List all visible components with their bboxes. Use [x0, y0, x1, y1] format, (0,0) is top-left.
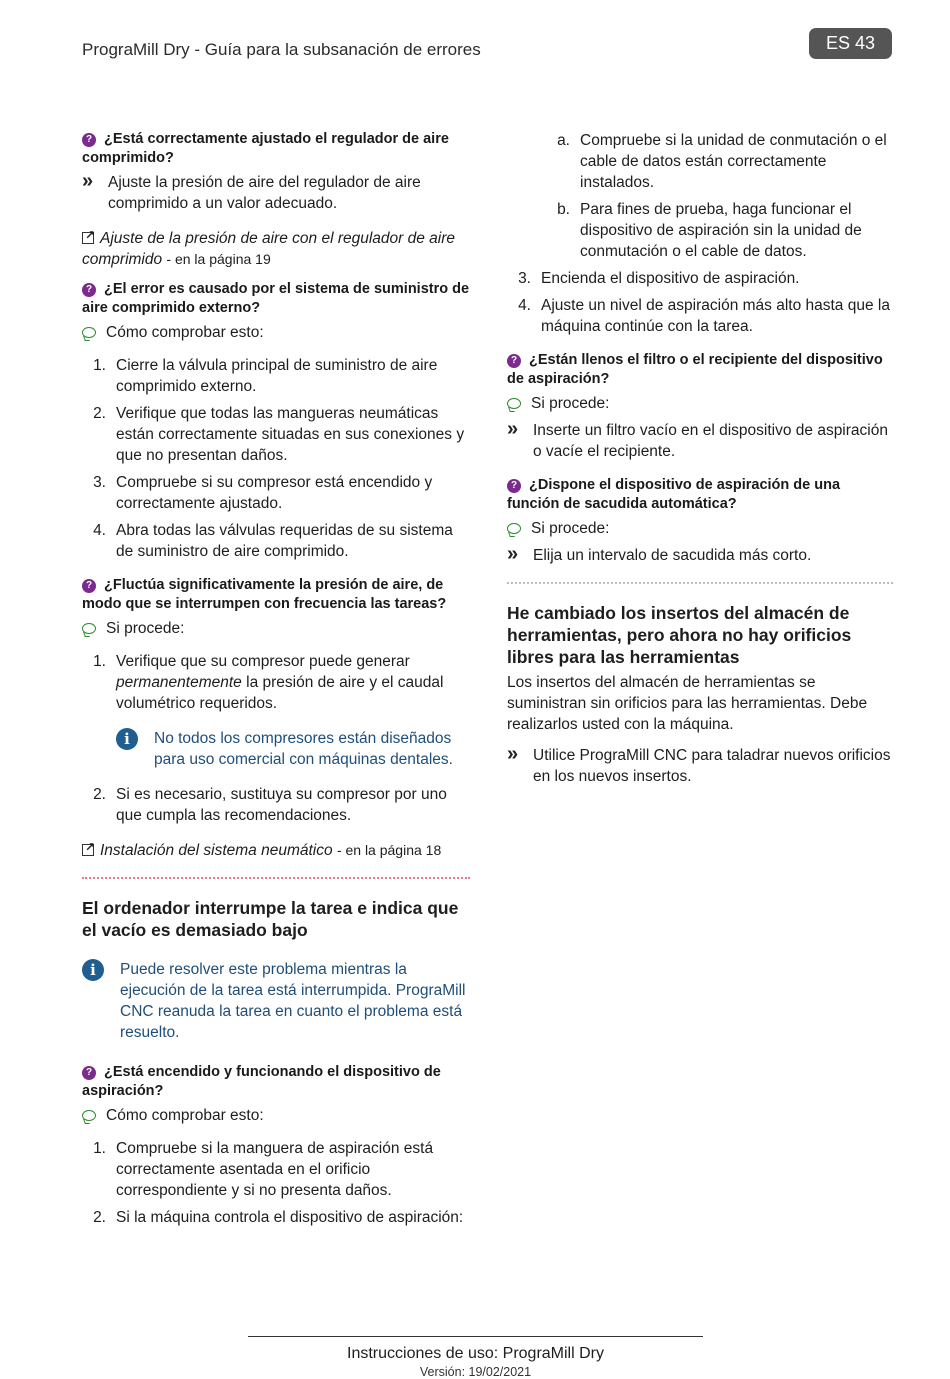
list-item: 3. Encienda el dispositivo de aspiración. [518, 270, 800, 287]
speech-bubble-icon [507, 523, 521, 534]
question-icon: ? [82, 1066, 96, 1080]
footer-title: Instrucciones de uso: PrograMill Dry [347, 1345, 604, 1362]
list-item: 4. Abra todas las válvulas requeridas de su sistema de suministro de aire comprimido. [93, 522, 453, 560]
question-external-supply: ? ¿El error es causado por el sistema de suministro de aire comprimido externo? [82, 281, 470, 316]
question-icon: ? [82, 133, 96, 147]
cross-reference-link[interactable]: ↗Instalación del sistema neumático - en la página 18 [82, 840, 470, 861]
hint-line: Cómo comprobar esto: [82, 1105, 470, 1126]
question-icon: ? [507, 354, 521, 368]
question-auto-shake: ? ¿Dispone el dispositivo de aspiración de una función de sacudida automática? [507, 477, 841, 512]
list-item: 3. Compruebe si su compresor está encendido y correctamente ajustado. [93, 474, 433, 512]
numbered-list [507, 268, 893, 337]
question-pressure-fluctuation: ? ¿Fluctúa significativamente la presión de aire, de modo que se interrumpen con frecuencia las tareas? [82, 577, 447, 612]
action-step: » Inserte un filtro vacío en el dispositivo de aspiración o vacíe el recipiente. [507, 418, 888, 460]
list-item: 1. Verifique que su compresor puede generar permanentemente la presión de aire y el caudal volumétrico requeridos. [93, 653, 444, 712]
list-item: 2. Si es necesario, sustituya su compresor por uno que cumpla las recomendaciones. [93, 786, 447, 824]
paragraph: Los insertos del almacén de herramientas se suministran sin orificios para las herramientas. Debe realizarlos usted con la máquina. [507, 674, 868, 733]
question-icon: ? [82, 579, 96, 593]
page-header-title: PrograMill Dry - Guía para la subsanación de errores [82, 40, 481, 59]
info-icon: i [116, 728, 138, 750]
speech-bubble-icon [82, 623, 96, 634]
footer-version: Versión: 19/02/2021 [419, 1365, 532, 1379]
hint-line: Si procede: [82, 618, 470, 639]
question-regulator: ? ¿Está correctamente ajustado el regulador de aire comprimido? [82, 131, 449, 166]
numbered-list [82, 1138, 470, 1228]
external-link-icon [82, 232, 94, 244]
list-item: 2. Verifique que todas las mangueras neumáticas están correctamente situadas en sus conexiones y que no presentan daños. [93, 405, 465, 464]
section-heading-vacuum: El ordenador interrumpe la tarea e indica que el vacío es demasiado bajo [82, 898, 459, 940]
info-note: i No todos los compresores están diseñados para uso comercial con máquinas dentales. [116, 728, 470, 770]
arrow-icon: » [82, 170, 94, 192]
list-item: b. Para fines de prueba, haga funcionar el dispositivo de aspiración sin la unidad de conmutación o el cable de datos. [557, 201, 862, 260]
right-column [507, 130, 893, 801]
page-number-badge: ES 43 [809, 28, 892, 59]
list-item: 4. Ajuste un nivel de aspiración más alto hasta que la máquina continúe con la tarea. [518, 297, 890, 335]
speech-bubble-icon [82, 327, 96, 338]
info-note: i Puede resolver este problema mientras la ejecución de la tarea está interrumpida. PrograMill CNC reanuda la tarea en cuanto el problema está resuelto. [82, 959, 470, 1043]
numbered-list [82, 784, 470, 826]
numbered-list [82, 651, 470, 714]
info-icon: i [82, 959, 104, 981]
cross-reference-link[interactable]: ↗Ajuste de la presión de aire con el regulador de aire comprimido - en la página 19 [82, 228, 470, 270]
section-heading-tools: He cambiado los insertos del almacén de herramientas, pero ahora no hay orificios libres para las herramientas [507, 603, 852, 667]
list-item: 1. Cierre la válvula principal de suministro de aire comprimido externo. [93, 357, 438, 395]
action-step: » Elija un intervalo de sacudida más corto. [507, 543, 812, 565]
hint-line: Si procede: [507, 393, 893, 414]
question-icon: ? [507, 479, 521, 493]
action-step: » Utilice PrograMill CNC para taladrar nuevos orificios en los nuevos insertos. [507, 743, 891, 785]
list-item: 2. Si la máquina controla el dispositivo de aspiración: [93, 1209, 464, 1226]
speech-bubble-icon [82, 1110, 96, 1121]
hint-line: Cómo comprobar esto: [82, 322, 470, 343]
arrow-icon: » [507, 743, 519, 765]
hint-line: Si procede: [507, 518, 893, 539]
numbered-list [82, 355, 470, 562]
list-item: a. Compruebe si la unidad de conmutación o el cable de datos están correctamente instalados. [557, 132, 887, 191]
arrow-icon: » [507, 418, 519, 440]
list-item: 1. Compruebe si la manguera de aspiración está correctamente asentada en el orificio correspondiente y si no presenta daños. [93, 1140, 434, 1199]
question-suction-device: ? ¿Está encendido y funcionando el dispositivo de aspiración? [82, 1064, 441, 1099]
external-link-icon [82, 844, 94, 856]
arrow-icon: » [507, 543, 519, 565]
question-filter-full: ? ¿Están llenos el filtro o el recipiente del dispositivo de aspiración? [507, 352, 883, 387]
section-divider [82, 877, 470, 879]
question-icon: ? [82, 283, 96, 297]
footer-rule [248, 1336, 703, 1337]
speech-bubble-icon [507, 398, 521, 409]
action-step: » Ajuste la presión de aire del regulador de aire comprimido a un valor adecuado. [82, 170, 421, 212]
lettered-sublist [507, 130, 893, 262]
section-divider [507, 582, 893, 584]
left-column [82, 130, 470, 1242]
